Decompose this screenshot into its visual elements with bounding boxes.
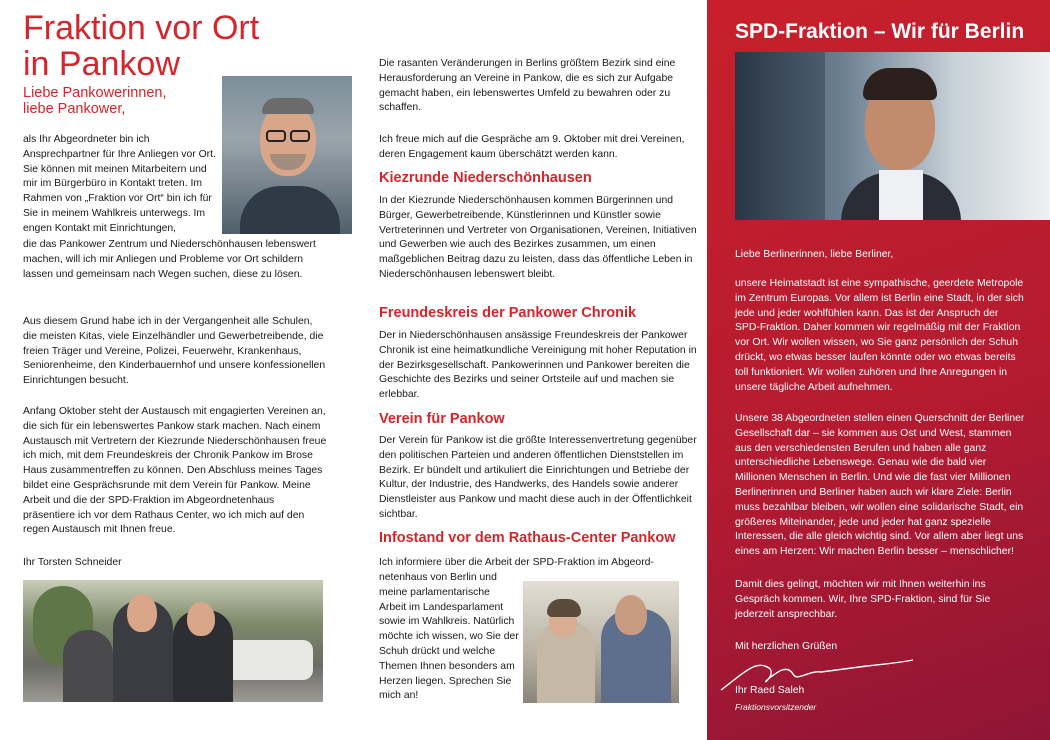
infostand-first-line: Ich informiere über die Arbeit der SPD-Fraktion im Abgeord- [379, 557, 654, 568]
title-line-2: in Pankow [23, 45, 180, 83]
street-photo [23, 580, 323, 702]
heading-kiezrunde: Kiezrunde Niederschönhausen [379, 170, 592, 186]
page-title [23, 10, 259, 82]
left-column [0, 0, 350, 740]
intro-paragraph: als Ihr Abgeordneter bin ich Ansprechpartner für Ihre Anliegen vor Ort. Sie können mit meinen Mitarbeitern und mir im Bürgerbüro in Kontakt treten. Im Rahmen von „Fraktion vor Ort“ bin ich für Sie in meinem Wahlkreis unterwegs. Im engen Kontakt mit Einrichtungen, [23, 134, 216, 234]
heading-freundeskreis: Freundeskreis der Pankower Chronik [379, 305, 637, 321]
visits-paragraph: Aus diesem Grund habe ich in der Vergangenheit alle Schulen, die meisten Kitas, viele Einzelhändler und Gewerbetreibende, die freien Träger und Vereine, Polizei, Feuerwehr, Krankenhaus, Seniorenheime, den Kinderbauernhof und unsere konfessionellen Einrichtungen besucht. [23, 316, 326, 387]
right-greeting: Liebe Berlinerinnen, liebe Berliner, [735, 249, 894, 260]
gespraech-paragraph: Damit dies gelingt, möchten wir mit Ihnen weiterhin ins Gespräch kommen. Wir, Ihre SPD-Fraktion, sind für Sie jederzeit ansprechbar. [735, 579, 991, 620]
greeting [23, 86, 167, 117]
intro-paragraph-continued: die das Pankower Zentrum und Niederschönhausen lebenswert machen, will ich mir Anliegen und Probleme vor Ort schildern lassen und gemeinsam nach Wegen suchen, diese zu lösen. [23, 239, 316, 280]
greeting-line-2: liebe Pankower, [23, 100, 126, 117]
signer-role: Fraktionsvorsitzender [735, 702, 817, 712]
freundeskreis-paragraph: Der in Niederschönhausen ansässige Freundeskreis der Pankower Chronik ist eine heimatkundliche Vereinigung mit hoher Reputation in der Bezirksgesellschaft. Pankowerinnen und Pankower bereiten die Geschichte des Bezirks und seiner Ortsteile auf und machen sie erlebbar. [379, 330, 697, 401]
closing-line: Mit herzlichen Grüßen [735, 641, 838, 652]
meetings-paragraph: Ich freue mich auf die Gespräche am 9. Oktober mit drei Vereinen, deren Engagement kaum überschätzt werden kann. [379, 134, 685, 160]
portrait-raed-saleh [735, 52, 1050, 220]
verein-paragraph: Der Verein für Pankow ist die größte Interessenvertretung gegenüber den politischen Parteien und anderen öffentlichen Dienststellen im Bezirk. Er bündelt und artikuliert die Einrichtungen und Betriebe der Kultur, der Industrie, des Handwerks, des Handels sowie anderer Dienstleister aus Pankow und macht diese auch in der Öffentlichkeit sichtbar. [379, 435, 697, 520]
right-title: SPD-Fraktion – Wir für Berlin [735, 20, 1025, 43]
abgeordnete-paragraph: Unsere 38 Abgeordneten stellen einen Querschnitt der Berliner Gesellschaft dar – sie kommen aus Ost und West, stammen aus den verschiedensten Berufen und haben alle ganz unterschiedliche Lebenswege. Genau wie die bald vier Millionen Menschen in Berlin. Und wie die fast vier Millionen Berlinerinnen und Berliner haben auch wir klare Ziele: Berlin muss bezahlbar bleiben, wir wollen eine solidarische Stadt, ein größeres Miteinander, jede und jeder hat ganz spezielle Interessen, die alle gleich wichtig sind. Vor allem aber liegt uns eines am Herzen: Wir machen Berlin besser – menschlicher! [735, 413, 1025, 558]
heading-verein: Verein für Pankow [379, 411, 505, 427]
portrait-torsten-schneider [222, 76, 352, 234]
heimatstadt-paragraph: unsere Heimatstadt ist eine sympathische, geerdete Metropole im Zentrum Europas. Vor allem ist Berlin eine Stadt, in der sich jede und jeder wohlfühlen kann. Das ist der Anspruch der SPD-Fraktion. Daher kommen wir regelmäßig mit der Fraktion vor Ort. Wir wollen wissen, wo Sie ganz persönlich der Schuh drückt, wo etwas besser laufen könnte oder wo etwas bereits toll funktioniert. Wir wollen zuhören und Ihre Anregungen in unsere tägliche Arbeit aufnehmen. [735, 278, 1024, 393]
infostand-photo [523, 581, 679, 703]
october-paragraph: Anfang Oktober steht der Austausch mit engagierten Vereinen an, die sich für ein lebenswertes Pankow stark machen. Nach einem Austausch mit Vertretern der Kiezrunde Niederschönhausen freue ich mich, mit dem Freundeskreis der Chronik Pankow im Brose Haus zusammentreffen zu können. Den Abschluss meines Tages bildet eine Gesprächsrunde mit dem Verein für Pankow. Meine Arbeit und die der SPD-Fraktion im Abgeordnetenhaus präsentiere ich vor dem Rathaus Center, wo ich mich auf den regen Austausch mit Ihnen freue. [23, 406, 327, 536]
kiezrunde-paragraph: In der Kiezrunde Niederschönhausen kommen Bürgerinnen und Bürger, Gewerbetreibende, Künstlerinnen und Künstler sowie Vertreterinnen und Vertreter von Organisationen, Vereinen, Initiativen und Gewerben wie auch des Bezirkes zusammen, um einen maßgeblichen Beitrag dazu zu leisten, dass das öffentliche Leben in Niederschönhausen lebenswert bleibt. [379, 195, 697, 280]
signoff: Ihr Torsten Schneider [23, 557, 122, 568]
signer-name: Ihr Raed Saleh [735, 685, 805, 696]
heading-infostand: Infostand vor dem Rathaus-Center Pankow [379, 530, 676, 546]
title-line-1: Fraktion vor Ort [23, 9, 260, 47]
middle-column [355, 0, 705, 740]
right-column [707, 0, 1050, 740]
changes-paragraph: Die rasanten Veränderungen in Berlins größtem Bezirk sind eine Herausforderung an Vereine in Pankow, die es sich zur Aufgabe gemacht haben, ein lebenswertes Umfeld zu bewahren oder zu schaffen. [379, 58, 676, 114]
greeting-line-1: Liebe Pankowerinnen, [23, 85, 167, 101]
infostand-paragraph: netenhaus von Berlin und meine parlamentarische Arbeit im Landesparlament sowie im Wahlkreis. Natürlich möchte ich wissen, wo Sie der Schuh drückt und welche Themen Ihnen besonders am Herzen liegen. Sprechen Sie mich an! [379, 572, 519, 702]
